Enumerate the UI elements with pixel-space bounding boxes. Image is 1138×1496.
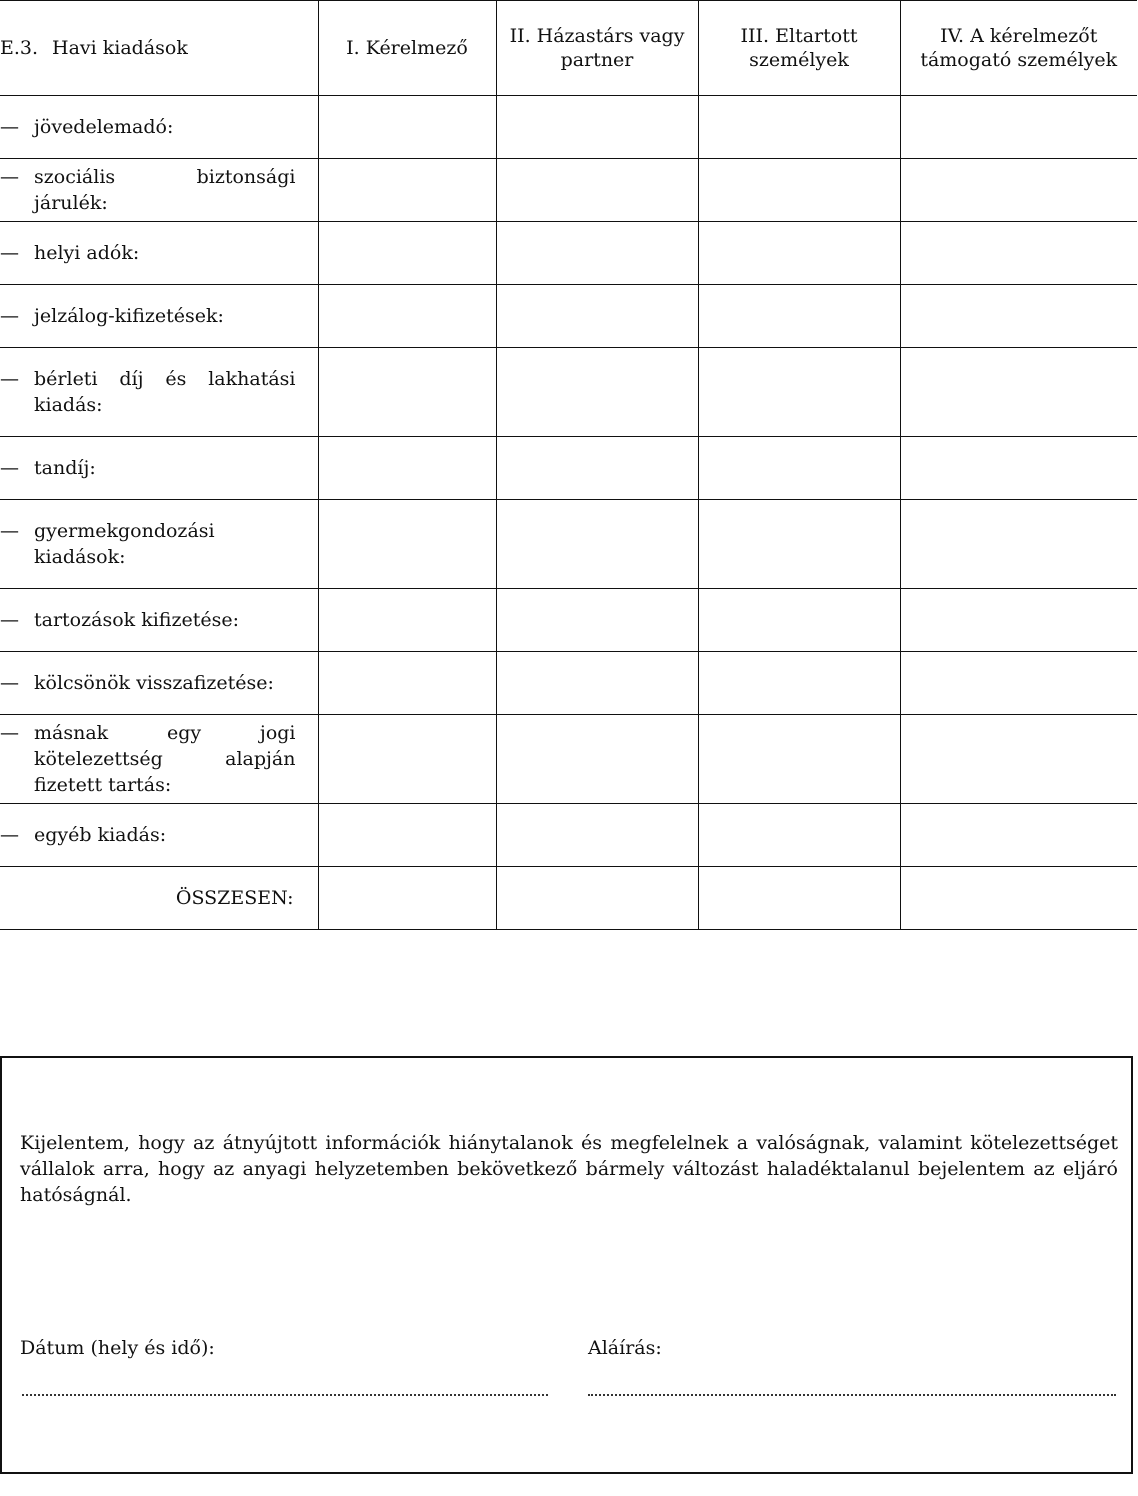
total-row: [0, 867, 1137, 930]
amount-cell-supporters[interactable]: [900, 222, 1137, 285]
amount-cell-supporters[interactable]: [900, 652, 1137, 715]
column-header-dependants: III. Eltartott személyek: [698, 1, 900, 96]
table-row: [0, 437, 1137, 500]
expense-label-cell: [0, 159, 318, 222]
expense-label: bérleti díj és lakhatási kiadás:: [34, 368, 296, 416]
expense-label: tandíj:: [34, 457, 96, 479]
declaration-box: [0, 1056, 1133, 1474]
dash-marker: —: [0, 457, 19, 479]
amount-cell-supporters[interactable]: [900, 804, 1137, 867]
table-row: [0, 500, 1137, 589]
expense-label: gyermekgondozási kiadások:: [34, 520, 215, 568]
expense-label-cell: [0, 804, 318, 867]
dash-marker: —: [0, 672, 19, 694]
table-row: [0, 222, 1137, 285]
amount-cell-dependants[interactable]: [698, 804, 900, 867]
amount-cell-spouse[interactable]: [496, 96, 698, 159]
amount-cell-applicant[interactable]: [318, 96, 496, 159]
amount-cell-applicant[interactable]: [318, 348, 496, 437]
amount-cell-dependants[interactable]: [698, 96, 900, 159]
table-row: [0, 715, 1137, 804]
expense-label: helyi adók:: [34, 242, 140, 264]
amount-cell-dependants[interactable]: [698, 437, 900, 500]
section-heading: [0, 1, 318, 96]
amount-cell-dependants[interactable]: [698, 159, 900, 222]
dash-marker: —: [0, 116, 19, 138]
expense-label: jelzálog-kifizetések:: [34, 305, 224, 327]
dash-marker: —: [0, 824, 19, 846]
amount-cell-supporters[interactable]: [900, 285, 1137, 348]
amount-cell-spouse[interactable]: [496, 804, 698, 867]
amount-cell-spouse[interactable]: [496, 222, 698, 285]
expense-label: kölcsönök visszafizetése:: [34, 672, 274, 694]
amount-cell-supporters[interactable]: [900, 500, 1137, 589]
declaration-text: Kijelentem, hogy az átnyújtott információk hiánytalanok és megfelelnek a valóságnak, valamint kötelezettséget vállalok arra, hogy az anyagi helyzetemben bekövetkező bármely változást haladéktalanul bejelentem az eljáró hatóságnál.: [20, 1132, 1118, 1206]
amount-cell-applicant[interactable]: [318, 589, 496, 652]
section-title: Havi kiadások: [52, 37, 188, 59]
amount-cell-dependants[interactable]: [698, 348, 900, 437]
signature-label: Aláírás:: [588, 1337, 662, 1359]
expense-label-cell: [0, 96, 318, 159]
expense-label-cell: [0, 589, 318, 652]
amount-cell-dependants[interactable]: [698, 589, 900, 652]
total-cell-applicant[interactable]: [318, 867, 496, 930]
total-cell-dependants[interactable]: [698, 867, 900, 930]
amount-cell-applicant[interactable]: [318, 437, 496, 500]
table-header-row: [0, 1, 1137, 96]
amount-cell-supporters[interactable]: [900, 715, 1137, 804]
table-row: [0, 96, 1137, 159]
table-row: [0, 652, 1137, 715]
amount-cell-dependants[interactable]: [698, 285, 900, 348]
total-label: ÖSSZESEN:: [0, 867, 318, 930]
date-label: Dátum (hely és idő):: [20, 1337, 215, 1359]
dash-marker: —: [0, 368, 19, 390]
amount-cell-spouse[interactable]: [496, 500, 698, 589]
total-cell-spouse[interactable]: [496, 867, 698, 930]
amount-cell-spouse[interactable]: [496, 589, 698, 652]
expense-label-cell: [0, 437, 318, 500]
expense-label: másnak egy jogi kötelezettség alapján fizetett tartás:: [34, 722, 296, 796]
total-cell-supporters[interactable]: [900, 867, 1137, 930]
amount-cell-spouse[interactable]: [496, 285, 698, 348]
column-header-supporters: IV. A kérelmezőt támogató személyek: [900, 1, 1137, 96]
amount-cell-applicant[interactable]: [318, 715, 496, 804]
amount-cell-supporters[interactable]: [900, 589, 1137, 652]
amount-cell-dependants[interactable]: [698, 222, 900, 285]
amount-cell-applicant[interactable]: [318, 159, 496, 222]
dash-marker: —: [0, 305, 19, 327]
amount-cell-applicant[interactable]: [318, 500, 496, 589]
amount-cell-supporters[interactable]: [900, 159, 1137, 222]
table-row: [0, 804, 1137, 867]
expense-label-cell: [0, 348, 318, 437]
amount-cell-applicant[interactable]: [318, 285, 496, 348]
expense-label-cell: [0, 652, 318, 715]
amount-cell-supporters[interactable]: [900, 437, 1137, 500]
amount-cell-spouse[interactable]: [496, 715, 698, 804]
table-row: [0, 589, 1137, 652]
dash-marker: —: [0, 609, 19, 631]
expense-label: egyéb kiadás:: [34, 824, 167, 846]
date-field[interactable]: [22, 1394, 548, 1396]
amount-cell-dependants[interactable]: [698, 715, 900, 804]
column-header-applicant: I. Kérelmező: [318, 1, 496, 96]
expense-label-cell: [0, 500, 318, 589]
table-row: [0, 285, 1137, 348]
amount-cell-spouse[interactable]: [496, 159, 698, 222]
expense-label: szociális biztonsági járulék:: [34, 166, 296, 214]
amount-cell-applicant[interactable]: [318, 222, 496, 285]
table-row: [0, 348, 1137, 437]
section-code: E.3.: [0, 37, 39, 59]
amount-cell-spouse[interactable]: [496, 348, 698, 437]
amount-cell-applicant[interactable]: [318, 804, 496, 867]
table-row: [0, 159, 1137, 222]
expense-label-cell: [0, 715, 318, 804]
amount-cell-supporters[interactable]: [900, 348, 1137, 437]
dash-marker: —: [0, 722, 19, 744]
amount-cell-dependants[interactable]: [698, 652, 900, 715]
amount-cell-supporters[interactable]: [900, 96, 1137, 159]
amount-cell-spouse[interactable]: [496, 437, 698, 500]
expense-label-cell: [0, 222, 318, 285]
signature-field[interactable]: [588, 1394, 1116, 1396]
amount-cell-dependants[interactable]: [698, 500, 900, 589]
dash-marker: —: [0, 166, 19, 188]
column-header-spouse: II. Házastárs vagy partner: [496, 1, 698, 96]
amount-cell-applicant[interactable]: [318, 652, 496, 715]
expense-label-cell: [0, 285, 318, 348]
dash-marker: —: [0, 242, 19, 264]
dash-marker: —: [0, 520, 19, 542]
amount-cell-spouse[interactable]: [496, 652, 698, 715]
expense-label: jövedelemadó:: [34, 116, 174, 138]
expense-label: tartozások kifizetése:: [34, 609, 239, 631]
